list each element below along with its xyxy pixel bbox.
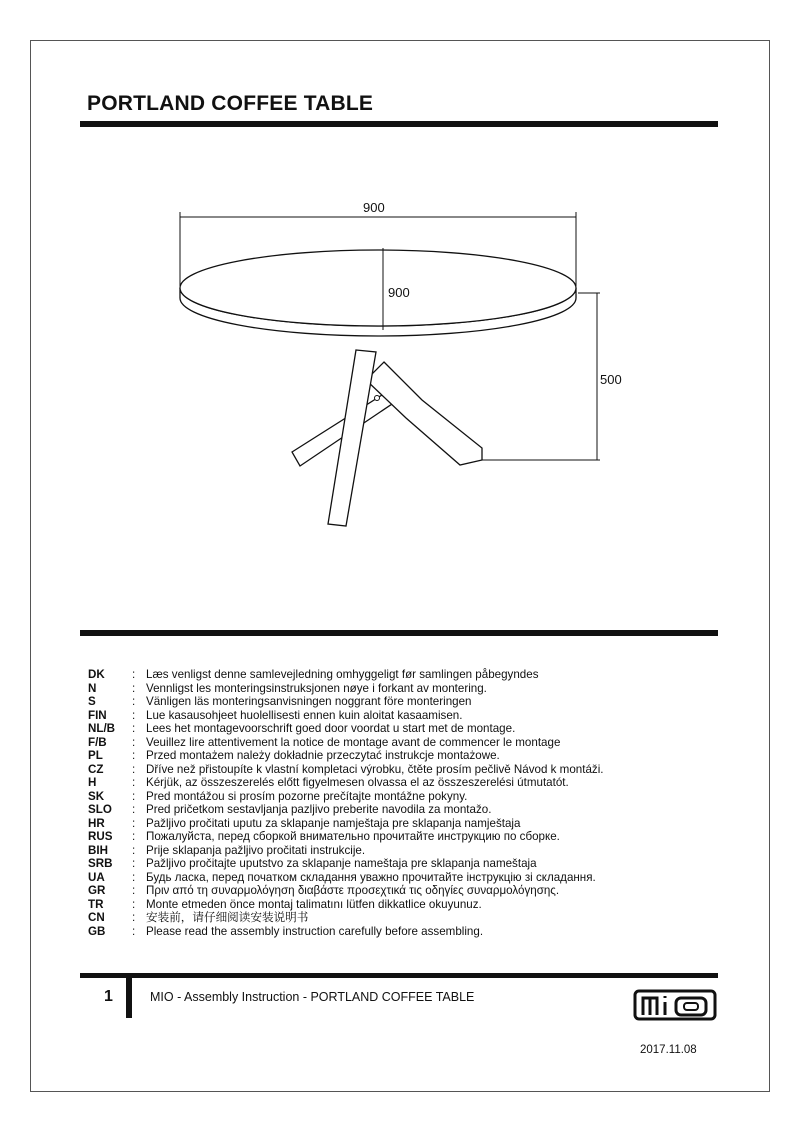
- language-text: 安装前，请仔细阅读安装说明书: [146, 911, 309, 924]
- language-row: [88, 817, 728, 831]
- page-number-divider: [126, 978, 132, 1018]
- language-row: [88, 776, 728, 790]
- language-separator: :: [132, 735, 136, 749]
- language-code: CZ: [88, 762, 104, 776]
- language-separator: :: [132, 776, 136, 789]
- language-row: [88, 898, 728, 912]
- language-text: Veuillez lire attentivement la notice de montage avant de commencer le montage: [146, 735, 561, 749]
- language-separator: :: [132, 789, 136, 803]
- language-code: HR: [88, 816, 105, 830]
- language-text: Dříve než přistoupíte k vlastní kompletaci výrobku, čtěte prosím pečlivě Návod k montáži.: [146, 762, 604, 776]
- language-row: [88, 830, 728, 844]
- language-separator: :: [132, 762, 136, 776]
- language-row: [88, 668, 728, 682]
- language-code: UA: [88, 870, 105, 884]
- language-text: Please read the assembly instruction carefully before assembling.: [146, 924, 484, 938]
- language-row: [88, 884, 728, 898]
- language-text: Pred montážou si prosím pozorne prečítajte montážne pokyny.: [146, 789, 468, 803]
- language-code: BIH: [88, 843, 108, 857]
- page-title: PORTLAND COFFEE TABLE: [87, 92, 374, 115]
- table-top: [180, 250, 576, 336]
- language-separator: :: [132, 843, 136, 857]
- middle-rule: [80, 630, 718, 636]
- language-row: [88, 736, 728, 750]
- language-row: [88, 695, 728, 709]
- language-text: Vennligst les monteringsinstruksjonen nøye i forkant av montering.: [146, 681, 487, 695]
- page-number: 1: [104, 988, 113, 1005]
- language-text: Vänligen läs monteringsanvisningen noggrant före monteringen: [146, 695, 472, 708]
- language-text: Pred pričetkom sestavljanja pazljivo preberite navodila za montažo.: [146, 803, 492, 816]
- mio-logo: [632, 988, 718, 1022]
- language-row: [88, 790, 728, 804]
- language-row: [88, 857, 728, 871]
- language-code: S: [88, 695, 96, 708]
- language-text: Pažljivo pročitajte uputstvo za sklapanje nameštaja pre sklapanja nameštaja: [146, 857, 537, 870]
- language-code: TR: [88, 897, 104, 911]
- language-text: Lees het montagevoorschrift goed door voordat u start met de montage.: [146, 722, 516, 735]
- language-separator: :: [132, 668, 136, 681]
- language-text: Πριν από τη συναρμολόγηση διαβάστε προσεχτικά τις οδηγίες συναρμολόγησης.: [146, 884, 560, 897]
- height-dim-label: 500: [600, 372, 622, 387]
- language-separator: :: [132, 722, 136, 735]
- document-date: 2017.11.08: [640, 1044, 697, 1056]
- language-code: DK: [88, 668, 105, 681]
- language-separator: :: [132, 857, 136, 870]
- language-code: SRB: [88, 857, 113, 870]
- language-text: Przed montażem należy dokładnie przeczytać instrukcje montażowe.: [146, 749, 500, 762]
- language-separator: :: [132, 803, 136, 816]
- language-code: NL/B: [88, 722, 116, 735]
- language-code: GB: [88, 924, 106, 938]
- language-text: Pažljivo pročitati uputu za sklapanje namještaja pre sklapanja namještaja: [146, 816, 521, 830]
- language-row: [88, 682, 728, 696]
- language-separator: :: [132, 884, 136, 897]
- depth-dim-label: 900: [388, 285, 410, 300]
- language-row: [88, 709, 728, 723]
- language-separator: :: [132, 830, 136, 843]
- language-row: [88, 871, 728, 885]
- language-code: GR: [88, 884, 106, 897]
- language-text: Prije sklapanja pažljivo pročitati instrukcije.: [146, 843, 366, 857]
- language-text: Lue kasausohjeet huolellisesti ennen kuin aloitat kasaamisen.: [146, 708, 463, 722]
- width-dim-label: 900: [363, 200, 385, 215]
- table-legs: [292, 350, 482, 526]
- language-code: SLO: [88, 803, 112, 816]
- language-code: FIN: [88, 708, 107, 722]
- language-row: [88, 844, 728, 858]
- top-rule: [80, 121, 718, 127]
- language-separator: :: [132, 870, 136, 884]
- language-row: [88, 803, 728, 817]
- language-row: [88, 722, 728, 736]
- language-code: SK: [88, 789, 105, 803]
- language-text: Monte etmeden önce montaj talimatını lütfen dikkatlice okuyunuz.: [146, 897, 482, 911]
- language-code: RUS: [88, 830, 113, 843]
- language-separator: :: [132, 695, 136, 708]
- leg-bolt: [375, 396, 380, 401]
- language-separator: :: [132, 681, 136, 695]
- language-code: H: [88, 776, 97, 789]
- language-row: [88, 749, 728, 763]
- language-separator: :: [132, 816, 136, 830]
- language-row: [88, 763, 728, 777]
- language-instructions: [88, 668, 728, 938]
- bottom-rule: [80, 973, 718, 978]
- language-separator: :: [132, 749, 136, 762]
- language-code: CN: [88, 911, 105, 924]
- language-row: [88, 911, 728, 925]
- language-text: Пожалуйста, перед сборкой внимательно прочитайте инструкцию по сборке.: [146, 830, 560, 843]
- language-separator: :: [132, 924, 136, 938]
- language-code: F/B: [88, 735, 107, 749]
- language-text: Kérjük, az összeszerelés előtt figyelmesen olvassa el az összeszerelési útmutatót.: [146, 776, 569, 789]
- language-code: N: [88, 681, 97, 695]
- language-separator: :: [132, 708, 136, 722]
- table-drawing: [160, 190, 640, 570]
- footer-text: MIO - Assembly Instruction - PORTLAND COFFEE TABLE: [150, 990, 475, 1004]
- language-row: [88, 925, 728, 939]
- language-text: Будь ласка, перед початком складання уважно прочитайте інструкцію зі складання.: [146, 870, 596, 884]
- language-code: PL: [88, 749, 103, 762]
- language-separator: :: [132, 897, 136, 911]
- language-separator: :: [132, 911, 136, 924]
- language-text: Læs venligst denne samlevejledning omhyggeligt før samlingen påbegyndes: [146, 668, 539, 681]
